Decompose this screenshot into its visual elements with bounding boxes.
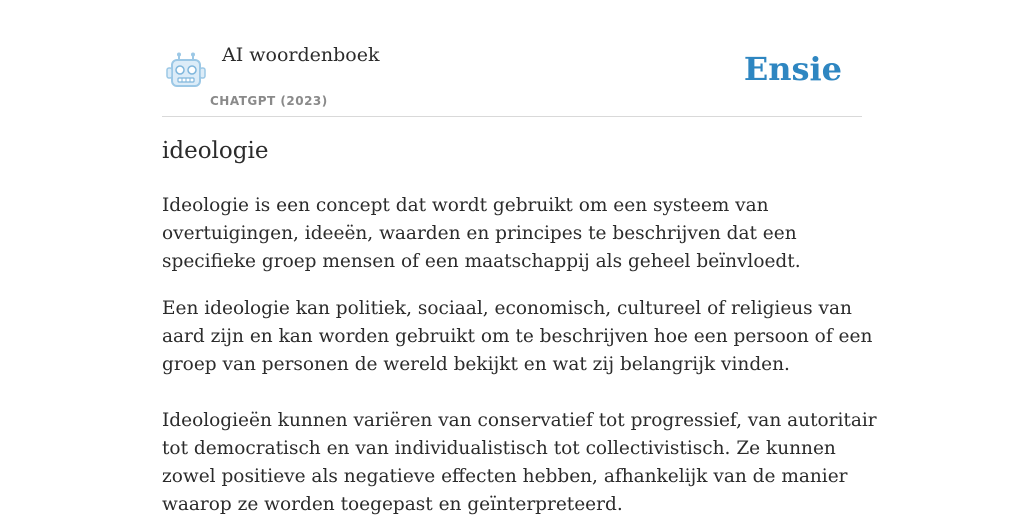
- dictionary-title-link[interactable]: AI woordenboek: [222, 44, 380, 66]
- page-content: [162, 0, 877, 515]
- definition-paragraph: Ideologie is een concept dat wordt gebruikt om een systeem van overtuigingen, ideeën, waarden en principes te beschrijven dat een specifieke groep mensen of een maatschappij als geheel beïnvloedt.: [162, 195, 801, 272]
- dictionary-source: CHATGPT (2023): [210, 94, 328, 108]
- definition-paragraph: Een ideologie kan politiek, sociaal, economisch, cultureel of religieus van aard zijn en kan worden gebruikt om te beschrijven hoe een persoon of een groep van personen de wereld bekijkt en wat zij belangrijk vinden.: [162, 298, 873, 375]
- ensie-logo-link[interactable]: Ensie: [743, 50, 842, 88]
- entry-definition: [162, 192, 882, 519]
- robot-icon: [166, 52, 206, 90]
- entry-term: ideologie: [162, 138, 269, 164]
- definition-paragraph: Ideologieën kunnen variëren van conservatief tot progressief, van autoritair tot democratisch en van individualistisch tot collectivistisch. Ze kunnen zowel positieve als negatieve effecten hebben, afhankelijk van de manier waarop ze worden toegepast en geïnterpreteerd.: [162, 410, 877, 515]
- dictionary-header: [162, 0, 862, 117]
